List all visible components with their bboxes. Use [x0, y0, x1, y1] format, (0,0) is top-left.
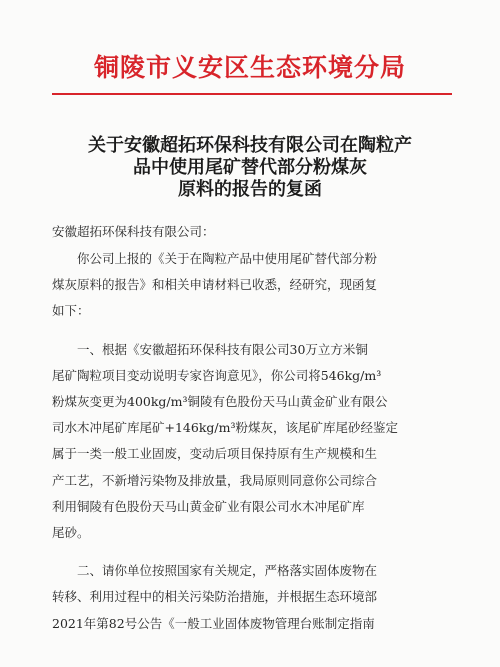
document-title	[0, 135, 500, 201]
paragraph-intro	[52, 246, 458, 325]
text-line: 尾矿陶粒项目变动说明专家咨询意见》，你公司将546kg/m³	[52, 367, 382, 383]
paragraph-item-one	[52, 337, 458, 547]
paragraph-item-two	[52, 558, 458, 637]
text-line: 产工艺，不新增污染物及排放量，我局原则同意你公司综合	[52, 472, 378, 488]
text-line: 尾砂。	[52, 525, 90, 541]
text-line: 一、根据《安徽超拓环保科技有限公司30万立方米铜	[52, 341, 368, 357]
text-line: 二、请你单位按照国家有关规定，严格落实固体废物在	[52, 563, 378, 579]
title-line: 品中使用尾矿替代部分粉煤灰	[133, 157, 367, 178]
text-line: 利用铜陵有色股份天马山黄金矿业有限公司水木冲尾矿库	[52, 498, 365, 514]
text-line: 转移、利用过程中的相关污染防治措施，并根据生态环境部	[52, 589, 378, 605]
text-line: 粉煤灰变更为400kg/m³铜陵有色股份天马山黄金矿业有限公	[52, 394, 388, 410]
issuing-agency-header: 铜陵市义安区生态环境分局	[93, 53, 406, 82]
red-header-rule	[52, 93, 452, 95]
text-line: 煤灰原料的报告》和相关申请材料已收悉，经研究，现函复	[52, 277, 378, 293]
text-line: 2021年第82号公告《一般工业固体废物管理台账制定指南	[52, 615, 375, 631]
text-line: 属于一类一般工业固废，变动后项目保持原有生产规模和生	[52, 446, 378, 462]
text-line: 如下：	[52, 303, 90, 319]
title-line: 关于安徽超拓环保科技有限公司在陶粒产	[88, 135, 412, 156]
salutation: 安徽超拓环保科技有限公司：	[52, 224, 215, 239]
text-line: 你公司上报的《关于在陶粒产品中使用尾矿替代部分粉	[52, 251, 378, 266]
title-line: 原料的报告的复函	[178, 179, 322, 200]
text-line: 司水木冲尾矿库尾矿+146kg/m³粉煤灰，该尾矿库尾砂经鉴定	[52, 420, 398, 436]
document-body	[52, 222, 458, 637]
